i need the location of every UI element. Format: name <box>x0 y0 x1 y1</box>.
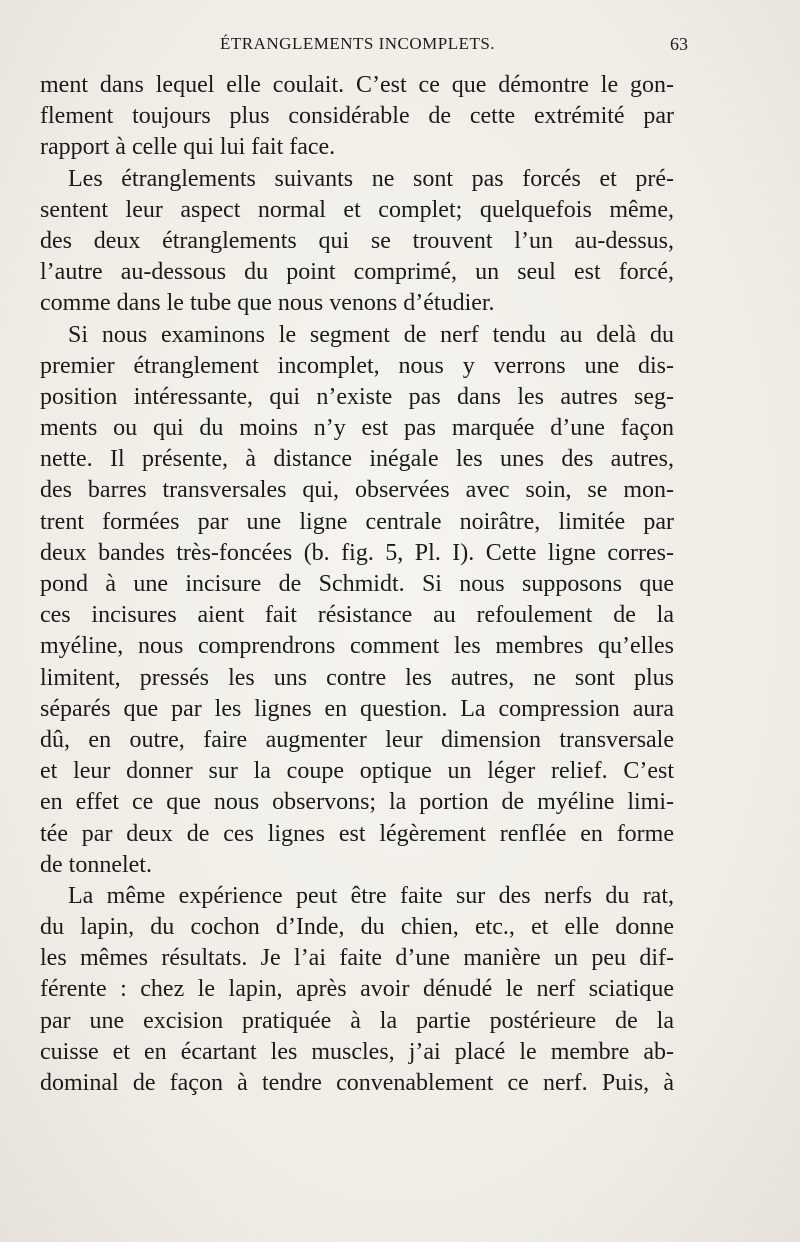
text-line: dominal de façon à tendre convenablement ce nerf. Puis, à <box>40 1070 674 1096</box>
page-number: 63 <box>670 34 688 54</box>
text-line: ces incisures aient fait résistance au refoulement de la <box>40 602 674 629</box>
text-line: séparés que par les lignes en question. La compression aura <box>40 695 674 722</box>
page-header <box>40 34 688 58</box>
text-line: et leur donner sur la coupe optique un léger relief. C’est <box>40 758 674 785</box>
text-line: cuisse et en écartant les muscles, j’ai placé le membre ab- <box>40 1038 674 1065</box>
text-line: sentent leur aspect normal et complet; quelquefois même, <box>40 196 674 223</box>
text-line: férente : chez le lapin, après avoir dénudé le nerf sciatique <box>40 976 674 1003</box>
text-line: ments ou qui du moins n’y est pas marquée d’une façon <box>40 415 674 442</box>
text-line: Si nous examinons le segment de nerf tendu au delà du <box>68 321 674 348</box>
text-line: pond à une incisure de Schmidt. Si nous supposons que <box>40 571 674 597</box>
running-head: ÉTRANGLEMENTS INCOMPLETS. <box>220 34 496 53</box>
text-line: par une excision pratiquée à la partie postérieure de la <box>40 1007 674 1034</box>
text-line: comme dans le tube que nous venons d’étudier. <box>40 290 495 317</box>
text-line: nette. Il présente, à distance inégale les unes des autres, <box>40 446 674 473</box>
text-line: dû, en outre, faire augmenter leur dimension transversale <box>40 726 674 753</box>
text-line: de tonnelet. <box>40 851 152 878</box>
text-line: en effet ce que nous observons; la portion de myéline limi- <box>40 789 674 816</box>
text-line: deux bandes très-foncées (b. fig. 5, Pl. I). Cette ligne corres- <box>40 539 674 566</box>
text-line: flement toujours plus considérable de cette extrémité par <box>40 103 674 130</box>
text-line: trent formées par une ligne centrale noirâtre, limitée par <box>40 508 674 535</box>
text-line: myéline, nous comprendrons comment les membres qu’elles <box>40 633 674 660</box>
text-line: les mêmes résultats. Je l’ai faite d’une manière un peu dif- <box>40 945 674 972</box>
text-line: Les étranglements suivants ne sont pas forcés et pré- <box>68 165 674 192</box>
text-line: limitent, pressés les uns contre les autres, ne sont plus <box>40 664 674 691</box>
text-line: des barres transversales qui, observées avec soin, se mon- <box>40 477 674 504</box>
text-line: rapport à celle qui lui fait face. <box>40 134 336 161</box>
text-line: des deux étranglements qui se trouvent l’un au-dessus, <box>40 227 674 254</box>
text-line: l’autre au-dessous du point comprimé, un seul est forcé, <box>40 259 674 286</box>
text-line: position intéressante, qui n’existe pas dans les autres seg- <box>40 383 674 410</box>
text-line: premier étranglement incomplet, nous y verrons une dis- <box>40 352 674 379</box>
text-line: du lapin, du cochon d’Inde, du chien, etc., et elle donne <box>40 914 674 941</box>
text-line: tée par deux de ces lignes est légèrement renflée en forme <box>40 820 674 847</box>
text-line: La même expérience peut être faite sur des nerfs du rat, <box>68 882 674 909</box>
text-line: ment dans lequel elle coulait. C’est ce que démontre le gon- <box>40 72 674 98</box>
body-text <box>40 70 674 1099</box>
